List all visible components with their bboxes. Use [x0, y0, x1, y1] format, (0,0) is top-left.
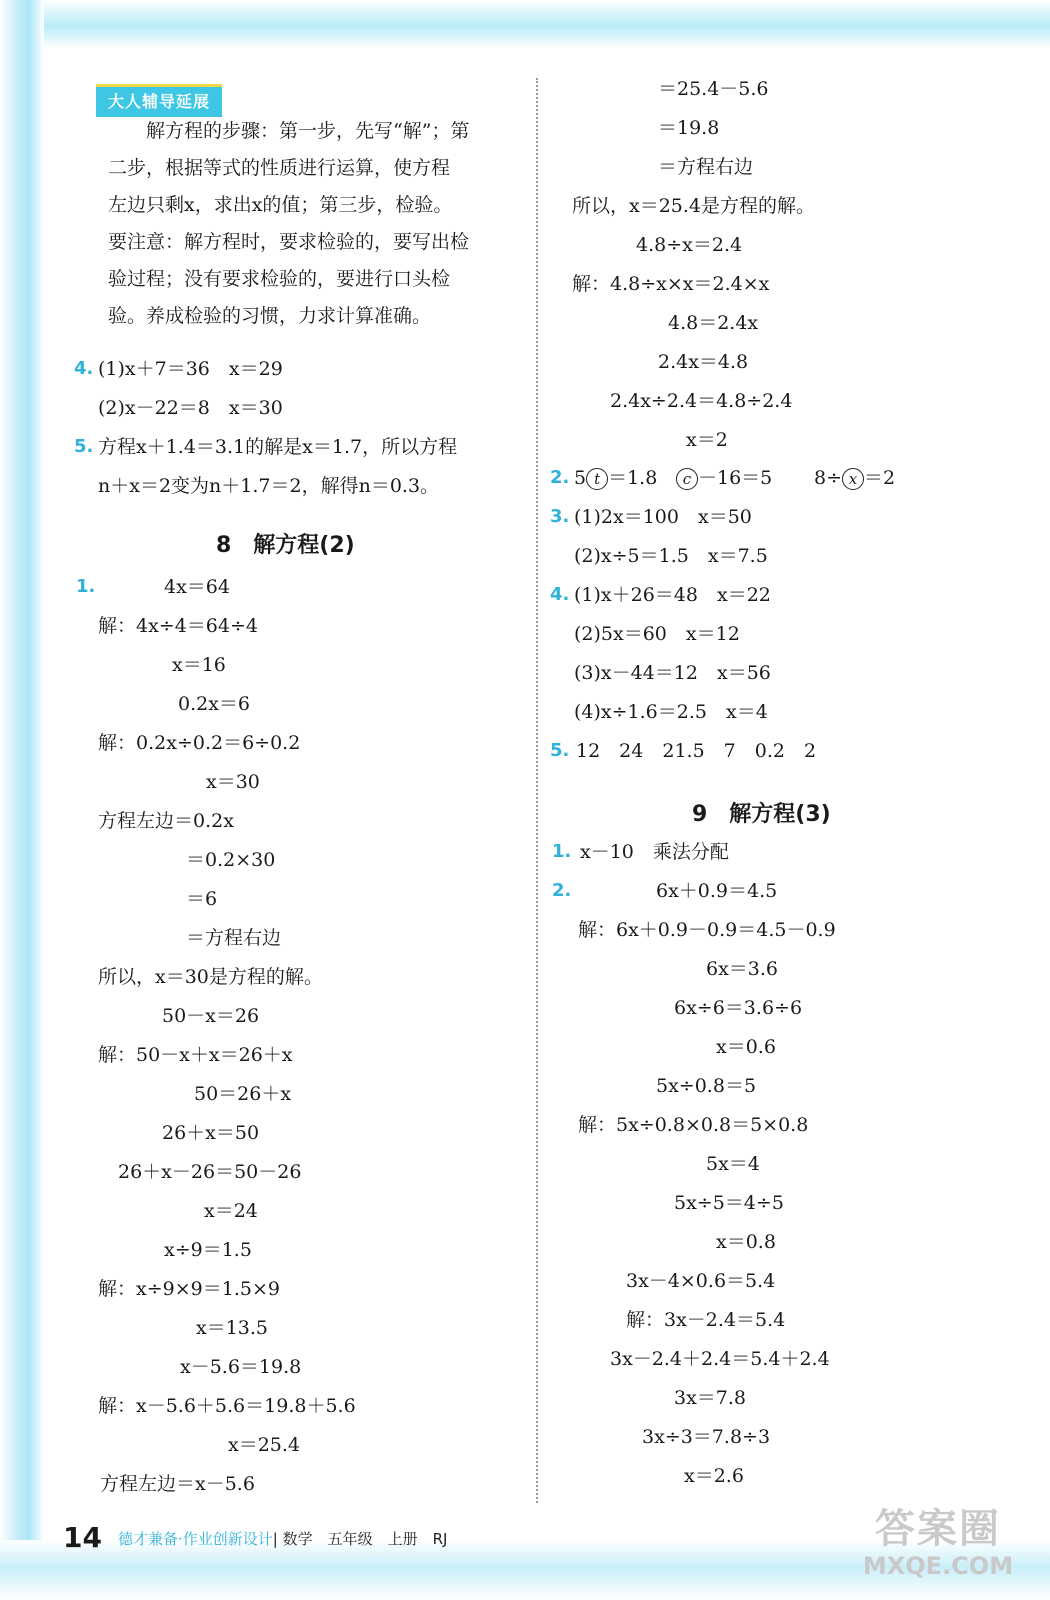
- watermark: [858, 1506, 1018, 1580]
- question-number: 4.: [74, 358, 94, 379]
- equation-line: 解：4x÷4＝64÷4: [98, 615, 258, 637]
- equation-line: ＝6: [186, 888, 218, 910]
- equation-line: 26＋x＝50: [162, 1122, 260, 1144]
- equation-line: 4.8÷x＝2.4: [636, 234, 743, 256]
- question-number: 2.: [552, 880, 572, 901]
- answer-line: (2)x－22＝8 x＝30: [98, 397, 283, 419]
- answer-line: [574, 466, 657, 490]
- question-number: 3.: [550, 506, 570, 527]
- equation-line: 6x＝3.6: [706, 958, 779, 980]
- equation-line: 50＝26＋x: [194, 1083, 292, 1105]
- equation-line: 解：x÷9×9＝1.5×9: [98, 1278, 280, 1300]
- equation-line: 所以，x＝25.4是方程的解。: [572, 195, 816, 217]
- tip-line: 验。养成检验的习惯，力求计算准确。: [108, 305, 432, 327]
- question-number: 5.: [74, 436, 94, 457]
- equation-line: ＝方程右边: [186, 927, 282, 949]
- circled-letter: t: [586, 468, 608, 490]
- answer-line: (1)2x＝100 x＝50: [574, 506, 752, 528]
- question-number: 4.: [550, 584, 570, 605]
- tip-line: 验过程；没有要求检验的，要进行口头检: [108, 268, 451, 290]
- q2-part-c-prefix: 8÷: [814, 467, 843, 489]
- answer-line: (3)x－44＝12 x＝56: [574, 662, 771, 684]
- answer-line: [676, 466, 772, 490]
- equation-line: 3x－4×0.6＝5.4: [626, 1270, 776, 1292]
- watermark-url: MXQE.COM: [862, 1552, 1014, 1580]
- equation-line: 6x÷6＝3.6÷6: [674, 997, 803, 1019]
- equation-line: 4x＝64: [164, 576, 230, 598]
- tip-line: 二步，根据等式的性质进行运算，使方程: [108, 157, 451, 179]
- equation-line: ＝19.8: [658, 117, 720, 139]
- equation-line: 5x÷5＝4÷5: [674, 1192, 784, 1214]
- tip-label: 大人辅导延展: [96, 84, 222, 117]
- answer-line: x－10 乘法分配: [580, 841, 729, 863]
- q2-part-a-suffix: ＝1.8: [608, 467, 658, 489]
- equation-line: x＝16: [172, 654, 226, 676]
- equation-line: 2.4x＝4.8: [658, 351, 749, 373]
- equation-line: 解：50－x＋x＝26＋x: [98, 1044, 293, 1066]
- equation-line: x＝24: [204, 1200, 258, 1222]
- equation-line: 解：x－5.6＋5.6＝19.8＋5.6: [98, 1395, 356, 1417]
- footer-book-info: [118, 1528, 447, 1550]
- equation-line: x＝25.4: [228, 1434, 301, 1456]
- equation-line: 解：5x÷0.8×0.8＝5×0.8: [578, 1114, 809, 1136]
- equation-line: 方程左边＝0.2x: [98, 810, 234, 832]
- equation-line: x＝2: [686, 429, 728, 451]
- answer-line: 12 24 21.5 7 0.2 2: [576, 740, 817, 762]
- equation-line: 所以，x＝30是方程的解。: [98, 966, 323, 988]
- equation-line: x＝2.6: [684, 1465, 744, 1487]
- equation-line: x＝0.6: [716, 1036, 776, 1058]
- equation-line: 解：4.8÷x×x＝2.4×x: [572, 273, 770, 295]
- equation-line: x＝13.5: [196, 1317, 269, 1339]
- answer-line: (4)x÷1.6＝2.5 x＝4: [574, 701, 768, 723]
- section-title: 8 解方程(2): [216, 533, 355, 558]
- equation-line: 6x＋0.9＝4.5: [656, 880, 778, 902]
- equation-line: 26＋x－26＝50－26: [118, 1161, 302, 1183]
- equation-line: x＝0.8: [716, 1231, 776, 1253]
- tip-line: 左边只剩x，求出x的值；第三步，检验。: [108, 194, 453, 216]
- equation-line: 3x＝7.8: [674, 1387, 747, 1409]
- circled-letter: c: [676, 468, 698, 490]
- footer-brand: 德才兼备·作业创新设计: [118, 1530, 273, 1548]
- equation-line: x÷9＝1.5: [164, 1239, 252, 1261]
- answer-line: (2)5x＝60 x＝12: [574, 623, 740, 645]
- circled-letter: x: [842, 468, 864, 490]
- equation-line: ＝25.4－5.6: [658, 78, 769, 100]
- equation-line: 4.8＝2.4x: [668, 312, 759, 334]
- equation-line: 0.2x＝6: [178, 693, 251, 715]
- q2-part-a-prefix: 5: [574, 467, 587, 489]
- equation-line: ＝方程右边: [658, 156, 754, 178]
- equation-line: 解：0.2x÷0.2＝6÷0.2: [98, 732, 301, 754]
- section-title: 9 解方程(3): [692, 802, 831, 827]
- question-number: 1.: [76, 576, 96, 597]
- answer-line: (1)x＋26＝48 x＝22: [574, 584, 771, 606]
- equation-line: x＝30: [206, 771, 260, 793]
- equation-line: 50－x＝26: [162, 1005, 260, 1027]
- answer-line: (1)x＋7＝36 x＝29: [98, 358, 283, 380]
- q2-part-c-suffix: ＝2: [864, 467, 896, 489]
- answer-line: n＋x＝2变为n＋1.7＝2，解得n＝0.3。: [98, 475, 440, 497]
- equation-line: x－5.6＝19.8: [180, 1356, 302, 1378]
- question-number: 5.: [550, 740, 570, 761]
- equation-line: 5x÷0.8＝5: [656, 1075, 757, 1097]
- equation-line: 3x÷3＝7.8÷3: [642, 1426, 771, 1448]
- question-number: 1.: [552, 841, 572, 862]
- equation-line: 解：3x－2.4＝5.4: [626, 1309, 786, 1331]
- equation-line: 方程左边＝x－5.6: [100, 1473, 255, 1495]
- watermark-logo: 答案圈: [875, 1506, 1001, 1552]
- equation-line: 3x－2.4＋2.4＝5.4＋2.4: [610, 1348, 830, 1370]
- answer-line: 方程x＋1.4＝3.1的解是x＝1.7，所以方程: [98, 436, 458, 458]
- equation-line: 解：6x＋0.9－0.9＝4.5－0.9: [578, 919, 836, 941]
- equation-line: ＝0.2×30: [186, 849, 276, 871]
- column-divider: [536, 78, 538, 1503]
- page-number: 14: [63, 1521, 102, 1554]
- page-border-left: [0, 0, 44, 1600]
- answer-line: [814, 466, 895, 490]
- equation-line: 2.4x÷2.4＝4.8÷2.4: [610, 390, 793, 412]
- q2-part-b-suffix: －16＝5: [698, 467, 773, 489]
- question-number: 2.: [550, 467, 570, 488]
- footer-subject: | 数学 五年级 上册 RJ: [272, 1530, 448, 1548]
- equation-line: 5x＝4: [706, 1153, 760, 1175]
- answer-line: (2)x÷5＝1.5 x＝7.5: [574, 545, 768, 567]
- page-border-top: [0, 0, 1050, 48]
- tip-line: 要注意：解方程时，要求检验的，要写出检: [108, 231, 470, 253]
- tip-line: 解方程的步骤：第一步，先写“解”；第: [108, 120, 470, 142]
